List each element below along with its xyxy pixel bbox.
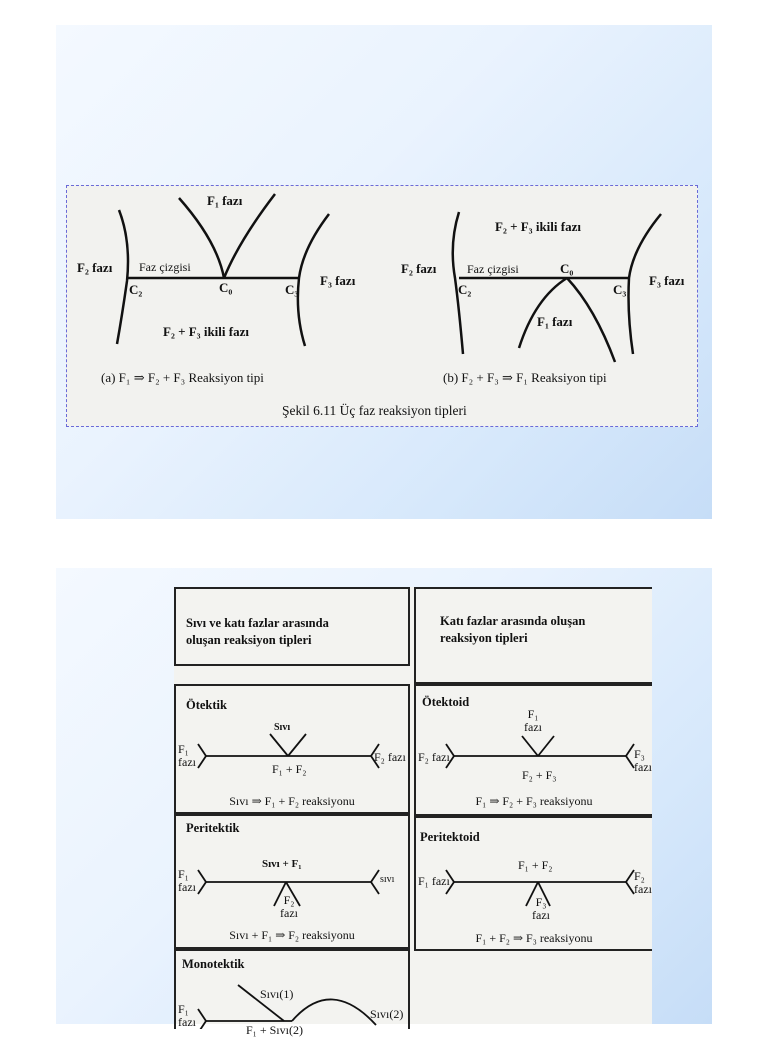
label-c0-b: C₀ <box>560 261 574 276</box>
label-f3-b: F₃ fazı <box>649 273 685 288</box>
monotektik-left-label-2: fazı <box>178 1015 196 1029</box>
label-phase-line-b: Faz çizgisi <box>467 262 519 276</box>
label-f2-a: F₂ fazı <box>77 260 113 275</box>
peritektik-bottom-label-2: fazı <box>280 906 298 920</box>
label-region-a: F₂ + F₃ ikili fazı <box>163 324 249 339</box>
label-f2-b: F₂ fazı <box>401 261 437 276</box>
label-c3-a: C₃ <box>285 282 299 297</box>
otektoid-pane <box>414 684 652 816</box>
curve-bottom-left-b <box>519 278 567 348</box>
diagram-b <box>453 212 661 362</box>
otektik-top-label: Sıvı <box>274 722 291 733</box>
peritektoid-pane <box>414 816 652 951</box>
left-header-line1: Sıvı ve katı fazlar arasında <box>186 616 329 630</box>
otektik-pane <box>174 684 410 814</box>
otektik-title: Ötektik <box>186 698 227 712</box>
otektik-mid-label: F₁ + F₂ <box>272 762 307 776</box>
otektik-right-label: F₂ fazı <box>374 750 406 764</box>
left-header-line2: oluşan reaksiyon tipleri <box>186 633 312 647</box>
otektoid-top-label-1: F₁ <box>527 707 539 721</box>
otektoid-right-label-1: F₃ <box>634 747 645 761</box>
caption-a: (a) F₁ ⇒ F₂ + F₃ Reaksiyon tipi <box>101 370 264 385</box>
curve-bottom-right-b <box>567 278 615 362</box>
otektoid-top-label-2: fazı <box>524 720 542 734</box>
label-f3-a: F₃ fazı <box>320 273 356 288</box>
reaction-types-table <box>174 587 652 1037</box>
peritektoid-diagram <box>416 818 652 948</box>
peritektoid-reaction: F₁ + F₂ ⇒ F₃ reaksiyonu <box>475 931 593 945</box>
peritektoid-left-label: F₁ fazı <box>418 874 450 888</box>
curve-left-a <box>117 210 128 344</box>
right-header-pane <box>414 587 652 684</box>
peritektoid-bottom-label-2: fazı <box>532 908 550 922</box>
peritektoid-top-label: F₁ + F₂ <box>518 858 553 872</box>
label-region-b: F₂ + F₃ ikili fazı <box>495 219 581 234</box>
peritektik-top-label: Sıvı + F₁ <box>262 858 302 870</box>
otektoid-right-label-2: fazı <box>634 760 652 774</box>
label-f1-a: F₁ fazı <box>207 193 243 208</box>
monotektik-mid-label: F₁ + Sıvı(2) <box>246 1023 303 1037</box>
caption-b: (b) F₂ + F₃ ⇒ F₁ Reaksiyon tipi <box>443 370 607 385</box>
peritektik-left-label-2: fazı <box>178 880 196 894</box>
monotektik-left-label-1: F₁ <box>178 1002 189 1016</box>
monotektik-pane <box>174 949 410 1037</box>
label-phase-line-a: Faz çizgisi <box>139 260 191 274</box>
otektik-reaction: Sıvı ⇒ F₁ + F₂ reaksiyonu <box>229 794 355 808</box>
phase-reaction-diagrams <box>67 186 697 426</box>
peritektik-pane <box>174 814 410 949</box>
peritektik-right-label: sıvı <box>380 874 395 885</box>
otektoid-reaction: F₁ ⇒ F₂ + F₃ reaksiyonu <box>475 794 593 808</box>
peritektik-diagram <box>176 816 408 946</box>
otektoid-mid-label: F₂ + F₃ <box>522 768 557 782</box>
slide-1 <box>56 25 712 519</box>
peritektoid-bottom-label-1: F₃ <box>535 895 547 909</box>
monotektik-right-label: Sıvı(2) <box>370 1007 404 1021</box>
otektoid-left-label: F₂ fazı <box>418 750 450 764</box>
label-c2-a: C₂ <box>129 282 143 297</box>
right-header-line2: reaksiyon tipleri <box>440 631 528 645</box>
peritektik-reaction: Sıvı + F₁ ⇒ F₂ reaksiyonu <box>229 928 355 942</box>
otektik-left-label-1: F₁ <box>178 742 189 756</box>
phase-diagram-figure <box>66 185 698 427</box>
otektoid-title: Ötektoid <box>422 695 470 709</box>
label-c0-a: C₀ <box>219 280 233 295</box>
peritektik-bottom-label-1: F₂ <box>283 893 295 907</box>
figure-caption: Şekil 6.11 Üç faz reaksiyon tipleri <box>282 403 467 418</box>
peritektik-title: Peritektik <box>186 821 240 835</box>
otektik-left-label-2: fazı <box>178 755 196 769</box>
left-header-pane <box>174 587 410 666</box>
monotektik-title: Monotektik <box>182 957 245 971</box>
peritektoid-right-label-1: F₂ <box>634 869 645 883</box>
label-c3-b: C₃ <box>613 282 627 297</box>
right-header-line1: Katı fazlar arasında oluşan <box>440 614 586 628</box>
monotektik-top-label: Sıvı(1) <box>260 987 294 1001</box>
label-c2-b: C₂ <box>458 282 472 297</box>
peritektoid-right-label-2: fazı <box>634 882 652 896</box>
label-f1-b: F₁ fazı <box>537 314 573 329</box>
slide-2 <box>56 568 712 1037</box>
peritektik-left-label-1: F₁ <box>178 867 189 881</box>
peritektoid-title: Peritektoid <box>420 830 480 844</box>
